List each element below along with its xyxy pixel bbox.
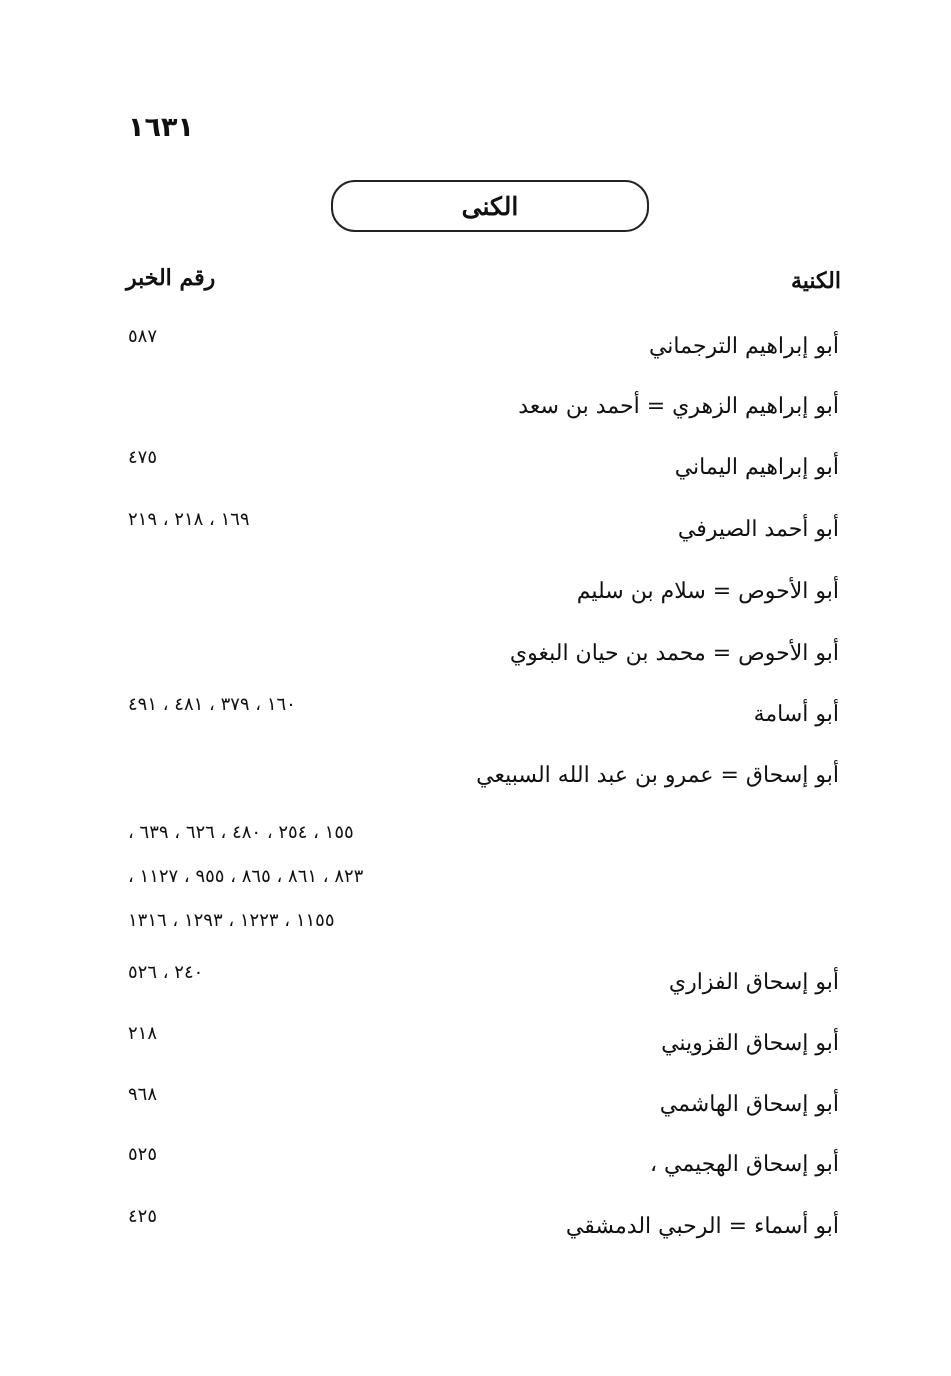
- entry-numbers-line: ٨٢٣ ، ٨٦١ ، ٨٦٥ ، ٩٥٥ ، ١١٢٧ ،: [128, 866, 364, 887]
- index-entry: [0, 1084, 951, 1132]
- entry-numbers-line: ١١٥٥ ، ١٢٢٣ ، ١٢٩٣ ، ١٣١٦: [128, 910, 335, 931]
- entry-numbers: ٤٧٥: [128, 447, 158, 468]
- index-entry: [0, 326, 951, 374]
- section-title: الكنى: [461, 191, 519, 221]
- index-entry: [0, 1206, 951, 1254]
- index-entry: [0, 394, 951, 434]
- entry-numbers-line: ١٥٥ ، ٢٥٤ ، ٤٨٠ ، ٦٢٦ ، ٦٣٩ ،: [128, 822, 354, 843]
- entry-numbers: ١٦٠ ، ٣٧٩ ، ٤٨١ ، ٤٩١: [128, 694, 296, 715]
- entry-name: أبو أحمد الصيرفي: [677, 517, 839, 542]
- index-entry: [0, 763, 951, 803]
- index-entry: [0, 962, 951, 1010]
- entry-name: أبو إسحاق الهجيمي ،: [649, 1152, 839, 1177]
- entry-numbers: ٤٢٥: [128, 1206, 158, 1227]
- column-header-name: الكنية: [790, 268, 841, 294]
- entry-numbers: ٢١٨: [128, 1023, 158, 1044]
- entry-name: أبو إسحاق القزويني: [661, 1031, 839, 1056]
- entry-name: أبو أسامة: [753, 702, 839, 727]
- index-entry: [0, 509, 951, 557]
- entry-name: أبو إسحاق الهاشمي: [659, 1092, 839, 1117]
- section-title-box: [331, 180, 649, 232]
- entry-numbers: ٩٦٨: [128, 1084, 158, 1105]
- index-entry: [0, 641, 951, 681]
- index-entry: [0, 694, 951, 742]
- entry-numbers: ٥٢٥: [128, 1144, 158, 1165]
- entry-numbers: ٥٨٧: [128, 326, 158, 347]
- index-entry: [0, 579, 951, 619]
- entry-name: أبو إسحاق الفزاري: [668, 970, 839, 995]
- index-entry: [0, 447, 951, 495]
- index-entry: [0, 1144, 951, 1192]
- entry-name: أبو إسحاق = عمرو بن عبد الله السبيعي: [476, 763, 839, 788]
- page-number: ١٦٣١: [128, 112, 194, 143]
- entry-name: أبو إبراهيم الترجماني: [648, 334, 839, 359]
- entry-name: أبو إبراهيم اليماني: [674, 455, 839, 480]
- entry-name: أبو الأحوص = سلام بن سليم: [576, 579, 839, 604]
- entry-name: أبو إبراهيم الزهري = أحمد بن سعد: [518, 394, 839, 419]
- column-header-number: رقم الخبر: [126, 265, 216, 291]
- entry-name: أبو أسماء = الرحبي الدمشقي: [565, 1214, 839, 1239]
- index-entry: [0, 1023, 951, 1071]
- entry-name: أبو الأحوص = محمد بن حيان البغوي: [509, 641, 839, 666]
- entry-numbers: ٢٤٠ ، ٥٢٦: [128, 962, 204, 983]
- entry-numbers: ١٦٩ ، ٢١٨ ، ٢١٩: [128, 509, 250, 530]
